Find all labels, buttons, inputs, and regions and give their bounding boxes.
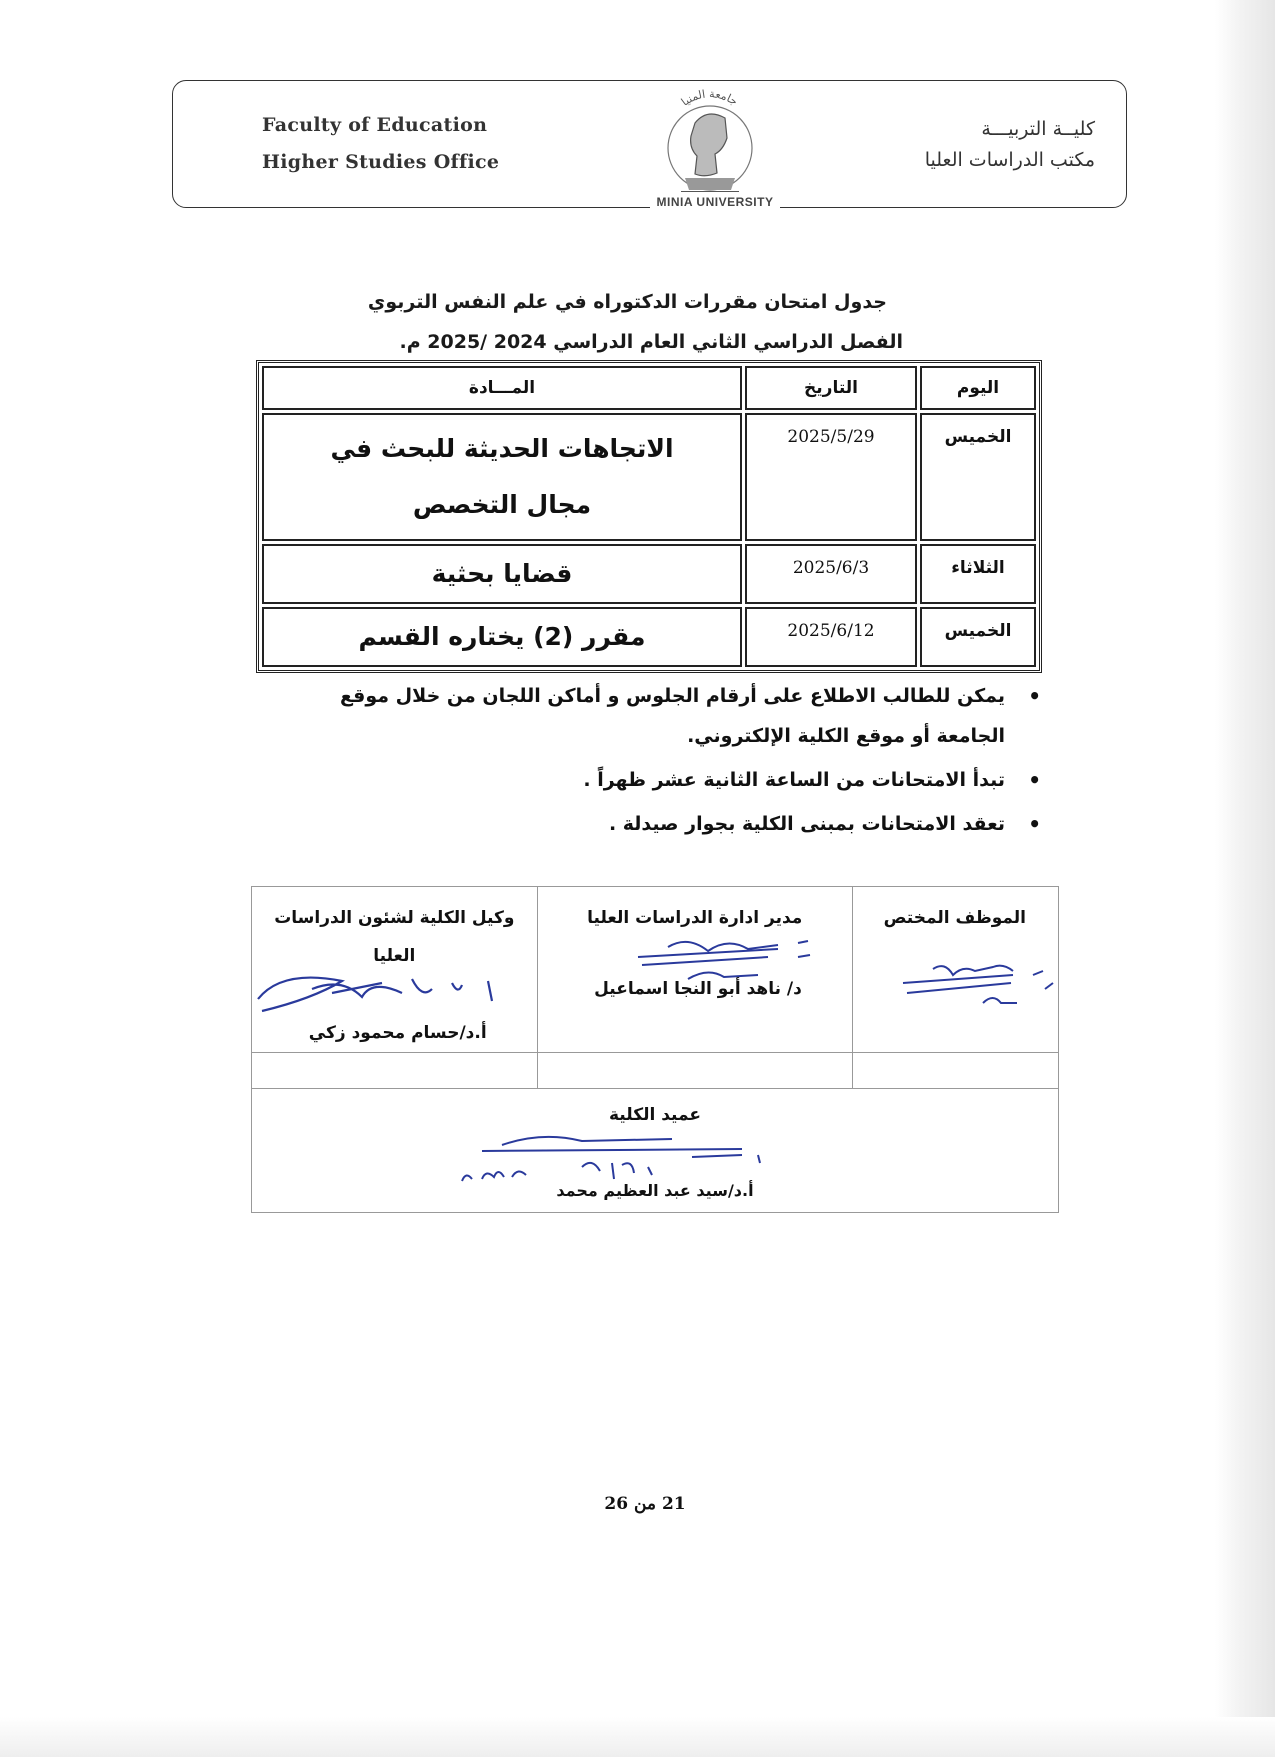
note-text: تبدأ الامتحانات من الساعة الثانية عشر ظهراً . [583, 769, 1005, 791]
list-item [323, 676, 1043, 756]
faculty-name-en: Faculty of Education [262, 114, 488, 136]
empty-cell [537, 1053, 852, 1089]
bullet-icon: • [1028, 684, 1041, 708]
manager-name: د/ ناهد أبو النجا اسماعيل [594, 979, 802, 999]
empty-cell [252, 1053, 538, 1089]
bullet-icon: • [1028, 768, 1041, 792]
row-subject: مقرر (2) يختاره القسم [262, 607, 742, 667]
note-text: تعقد الامتحانات بمبنى الكلية بجوار صيدلة . [608, 813, 1005, 835]
notes-list [323, 676, 1043, 848]
page-edge [1215, 0, 1275, 1757]
vice-dean-name: أ.د/حسام محمود زكي [308, 1023, 487, 1043]
note-text: يمكن للطالب الاطلاع على أرقام الجلوس و أماكن اللجان من خلال موقع الجامعة أو موقع الكلية الإلكتروني. [339, 685, 1005, 747]
exam-schedule-table [256, 360, 1042, 673]
page-edge-bottom [0, 1717, 1275, 1757]
header-subject: المـــادة [262, 366, 742, 410]
table-row [262, 413, 1036, 541]
table-header-row [262, 366, 1036, 410]
row-date: 2025/5/29 [745, 413, 917, 541]
bullet-icon: • [1028, 812, 1041, 836]
office-name-ar: مكتب الدراسات العليا [924, 149, 1095, 171]
row-subject: قضايا بحثية [262, 544, 742, 604]
list-item [323, 760, 1043, 800]
row-date: 2025/6/12 [745, 607, 917, 667]
row-subject: الاتجاهات الحديثة للبحث في مجال التخصص [262, 413, 742, 541]
semester-subtitle: الفصل الدراسي الثاني العام الدراسي 2024 /2025 م. [399, 331, 903, 353]
employee-role: الموظف المختص [883, 908, 1026, 928]
office-name-en: Higher Studies Office [262, 151, 500, 173]
employee-signature-cell [852, 887, 1058, 1053]
dean-name: أ.د/سيد عبد العظيم محمد [556, 1181, 754, 1200]
schedule-title: جدول امتحان مقررات الدكتوراه في علم النفس التربوي [367, 291, 887, 313]
list-item [323, 804, 1043, 844]
header-day: اليوم [920, 366, 1036, 410]
manager-signature-cell [537, 887, 852, 1053]
employee-signature-icon [893, 953, 1063, 1023]
dean-role: عميد الكلية [609, 1105, 701, 1125]
faculty-name-ar: كليــة التربيـــة [981, 118, 1095, 140]
page-number: 21 من 26 [604, 1494, 686, 1514]
row-day: الخميس [920, 607, 1036, 667]
row-day: الثلاثاء [920, 544, 1036, 604]
manager-signature-icon [628, 927, 848, 987]
vice-dean-signature-cell [252, 887, 538, 1053]
signatures-table [251, 886, 1059, 1213]
table-row [262, 544, 1036, 604]
dean-signature-cell [252, 1089, 1059, 1213]
university-name: MINIA UNIVERSITY [650, 192, 780, 212]
empty-cell [852, 1053, 1058, 1089]
vice-dean-role: وكيل الكلية لشئون الدراسات العليا [274, 908, 515, 966]
manager-role: مدير ادارة الدراسات العليا [587, 908, 803, 928]
row-date: 2025/6/3 [745, 544, 917, 604]
row-day: الخميس [920, 413, 1036, 541]
table-row [262, 607, 1036, 667]
logo-arc-text: جامعة المنيا [678, 87, 741, 109]
header-date: التاريخ [745, 366, 917, 410]
